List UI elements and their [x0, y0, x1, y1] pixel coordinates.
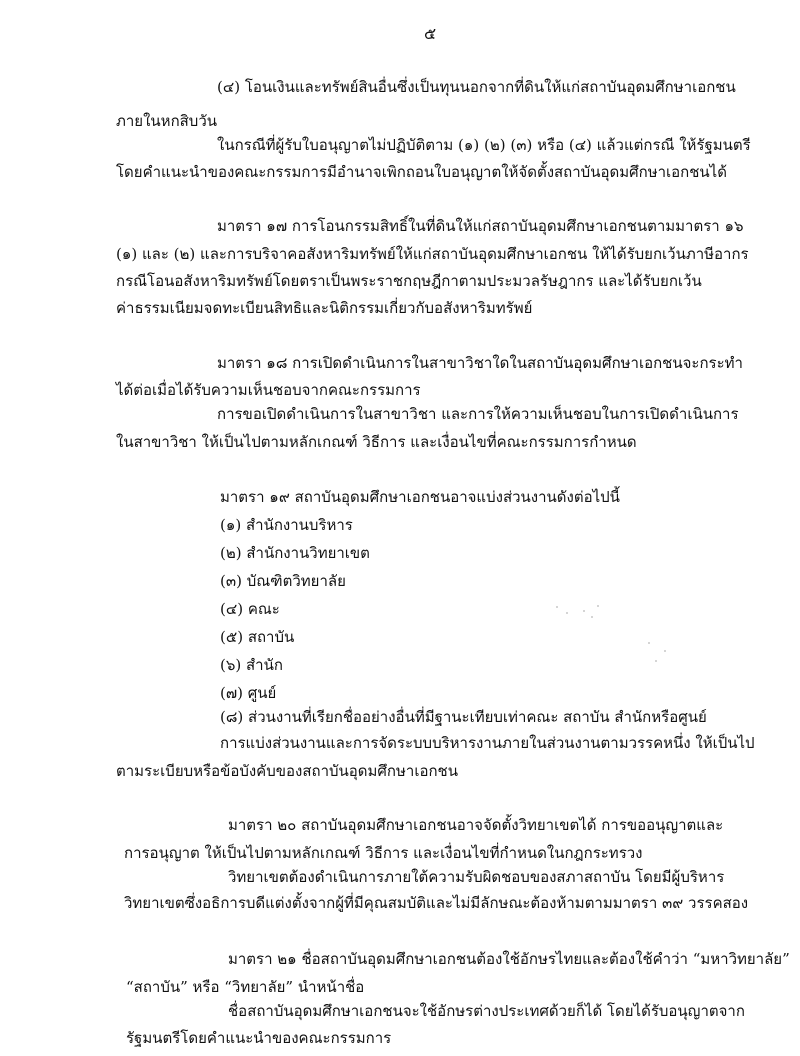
text-line: ชื่อสถาบันอุดมศึกษาเอกชนจะใช้อักษรต่างประเทศด้วยก็ได้ โดยได้รับอนุญาตจาก	[228, 1002, 745, 1020]
text-line: ได้ต่อเมื่อได้รับความเห็นชอบจากคณะกรรมการ	[116, 381, 421, 399]
text-line: (๑) และ (๒) และการบริจาคอสังหาริมทรัพย์ให้แก่สถาบันอุดมศึกษาเอกชน ให้ได้รับยกเว้นภาษีอากร	[116, 245, 749, 263]
text-line: โดยคำแนะนำของคณะกรรมการมีอำนาจเพิกถอนใบอนุญาตให้จัดตั้งสถาบันอุดมศึกษาเอกชนได้	[116, 163, 727, 181]
text-line: รัฐมนตรีโดยคำแนะนำของคณะกรรมการ	[126, 1029, 392, 1047]
scan-speck	[648, 642, 650, 644]
text-line: ตามระเบียบหรือข้อบังคับของสถาบันอุดมศึกษาเอกชน	[116, 762, 458, 780]
scan-speck	[591, 616, 593, 618]
text-line: การอนุญาต ให้เป็นไปตามหลักเกณฑ์ วิธีการ และเงื่อนไขที่กำหนดในกฎกระทรวง	[124, 844, 643, 862]
section-18-heading: มาตรา ๑๘ การเปิดดำเนินการในสาขาวิชาใดในสถาบันอุดมศึกษาเอกชนจะกระทำ	[217, 354, 743, 372]
text-line: การแบ่งส่วนงานและการจัดระบบบริหารงานภายในส่วนงานตามวรรคหนึ่ง ให้เป็นไป	[220, 734, 755, 752]
text-line: ภายในหกสิบวัน	[116, 112, 218, 130]
scan-speck	[655, 660, 657, 662]
list-item: (๖) สำนัก	[220, 656, 283, 674]
scan-speck	[597, 605, 599, 607]
list-item: (๕) สถาบัน	[220, 628, 295, 646]
list-item: (๘) ส่วนงานที่เรียกชื่ออย่างอื่นที่มีฐานะเทียบเท่าคณะ สถาบัน สำนักหรือศูนย์	[220, 708, 707, 726]
scan-speck	[556, 606, 558, 608]
list-item: (๑) สำนักงานบริหาร	[220, 516, 353, 534]
section-20-heading: มาตรา ๒๐ สถาบันอุดมศึกษาเอกชนอาจจัดตั้งวิทยาเขตได้ การขออนุญาตและ	[228, 816, 724, 834]
scan-speck	[583, 610, 585, 612]
text-line: กรณีโอนอสังหาริมทรัพย์โดยตราเป็นพระราชกฤษฎีกาตามประมวลรัษฎากร และได้รับยกเว้น	[116, 272, 702, 290]
list-item: (๔) คณะ	[220, 600, 280, 618]
list-item: (๓) บัณฑิตวิทยาลัย	[220, 572, 346, 590]
text-line: ค่าธรรมเนียมจดทะเบียนสิทธิและนิติกรรมเกี่ยวกับอสังหาริมทรัพย์	[116, 299, 533, 317]
text-line: (๔) โอนเงินและทรัพย์สินอื่นซึ่งเป็นทุนนอกจากที่ดินให้แก่สถาบันอุดมศึกษาเอกชน	[217, 78, 736, 96]
list-item: (๒) สำนักงานวิทยาเขต	[220, 544, 370, 562]
list-item: (๗) ศูนย์	[220, 684, 277, 702]
text-line: ในสาขาวิชา ให้เป็นไปตามหลักเกณฑ์ วิธีการ และเงื่อนไขที่คณะกรรมการกำหนด	[116, 433, 637, 451]
text-line: “สถาบัน” หรือ “วิทยาลัย” นำหน้าชื่อ	[126, 978, 365, 996]
scan-speck	[566, 612, 568, 614]
section-19-heading: มาตรา ๑๙ สถาบันอุดมศึกษาเอกชนอาจแบ่งส่วนงานดังต่อไปนี้	[220, 488, 620, 506]
scan-speck	[664, 650, 666, 652]
section-21-heading: มาตรา ๒๑ ชื่อสถาบันอุดมศึกษาเอกชนต้องใช้อักษรไทยและต้องใช้คำว่า “มหาวิทยาลัย”	[228, 950, 790, 968]
text-line: การขอเปิดดำเนินการในสาขาวิชา และการให้ความเห็นชอบในการเปิดดำเนินการ	[217, 405, 739, 423]
page-number: ๕	[423, 24, 437, 43]
text-line: วิทยาเขตซึ่งอธิการบดีแต่งตั้งจากผู้ที่มีคุณสมบัติและไม่มีลักษณะต้องห้ามตามมาตรา ๓๙ วรรคสอง	[124, 894, 749, 912]
text-line: ในกรณีที่ผู้รับใบอนุญาตไม่ปฏิบัติตาม (๑) (๒) (๓) หรือ (๔) แล้วแต่กรณี ให้รัฐมนตรี	[217, 136, 751, 154]
section-17-heading: มาตรา ๑๗ การโอนกรรมสิทธิ์ในที่ดินให้แก่สถาบันอุดมศึกษาเอกชนตามมาตรา ๑๖	[217, 217, 744, 235]
text-line: วิทยาเขตต้องดำเนินการภายใต้ความรับผิดชอบของสภาสถาบัน โดยมีผู้บริหาร	[228, 868, 725, 886]
